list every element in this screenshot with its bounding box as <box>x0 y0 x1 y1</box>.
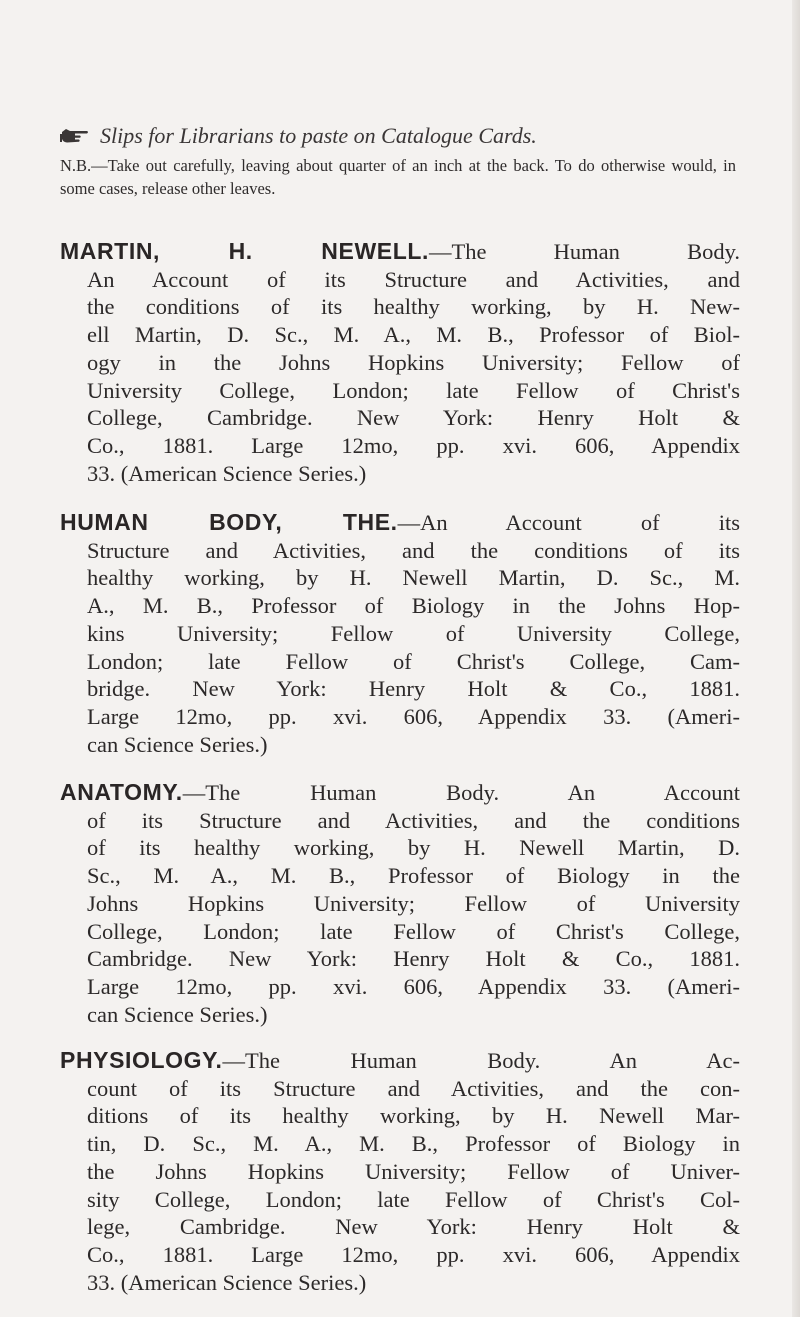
entry-heading: HUMAN BODY, THE. <box>60 509 398 535</box>
entry-line: the Johns Hopkins University; Fellow of Univer- <box>87 1158 740 1184</box>
entry-line: Cambridge. New York: Henry Holt & Co., 1881. <box>87 946 740 972</box>
catalogue-entry-martin <box>60 238 740 487</box>
entry-heading: PHYSIOLOGY. <box>60 1047 223 1073</box>
entry-heading: MARTIN, H. NEWELL. <box>60 238 429 264</box>
entry-line: Large 12mo, pp. xvi. 606, Appendix 33. (Ameri- <box>87 973 740 999</box>
entry-line: of its healthy working, by H. Newell Martin, D. <box>87 835 740 861</box>
entry-line: count of its Structure and Activities, and the con- <box>87 1075 740 1101</box>
entry-line: Large 12mo, pp. xvi. 606, Appendix 33. (Ameri- <box>87 703 740 729</box>
entry-line: College, London; late Fellow of Christ's College, <box>87 918 740 944</box>
instruction-note: N.B.—Take out carefully, leaving about quarter of an inch at the back. To do otherwise would, in some cases, release other leaves. <box>60 156 736 198</box>
entry-line: ogy in the Johns Hopkins University; Fellow of <box>87 349 740 375</box>
entry-line: 33. (American Science Series.) <box>87 1269 367 1295</box>
entry-line: lege, Cambridge. New York: Henry Holt & <box>87 1214 740 1240</box>
catalogue-entry-physiology <box>60 1047 740 1296</box>
catalogue-entry-anatomy <box>60 779 740 1028</box>
entry-line: London; late Fellow of Christ's College, Cam- <box>87 648 740 674</box>
entry-line: Co., 1881. Large 12mo, pp. xvi. 606, Appendix <box>87 1241 740 1267</box>
entry-line: sity College, London; late Fellow of Christ's Col- <box>87 1186 740 1212</box>
entry-line: University College, London; late Fellow of Christ's <box>87 377 740 403</box>
entry-line: Sc., M. A., M. B., Professor of Biology in the <box>87 863 740 889</box>
entry-heading: ANATOMY. <box>60 779 183 805</box>
entry-line: the conditions of its healthy working, by H. New- <box>87 294 740 320</box>
entry-line: tin, D. Sc., M. A., M. B., Professor of Biology in <box>87 1131 740 1157</box>
entry-line: bridge. New York: Henry Holt & Co., 1881. <box>87 676 740 702</box>
entry-line: —An Account of its <box>397 510 740 535</box>
entry-line: —The Human Body. An Ac- <box>222 1048 740 1073</box>
entry-line: An Account of its Structure and Activities, and <box>87 266 740 292</box>
entry-line: of its Structure and Activities, and the conditions <box>87 807 740 833</box>
entry-line: ell Martin, D. Sc., M. A., M. B., Professor of Biol- <box>87 322 740 348</box>
entry-line: —The Human Body. <box>429 239 740 264</box>
entry-line: can Science Series.) <box>87 1001 268 1027</box>
entry-line: A., M. B., Professor of Biology in the Johns Hop- <box>87 593 740 619</box>
page-edge <box>792 0 800 1317</box>
slips-header <box>60 123 750 152</box>
header-title: Slips for Librarians to paste on Catalogue Cards. <box>100 123 537 148</box>
entry-line: —The Human Body. An Account <box>182 780 740 805</box>
entry-line: Co., 1881. Large 12mo, pp. xvi. 606, Appendix <box>87 432 740 458</box>
entry-line: 33. (American Science Series.) <box>87 460 367 486</box>
entry-line: College, Cambridge. New York: Henry Holt & <box>87 405 740 431</box>
entry-line: ditions of its healthy working, by H. Newell Mar- <box>87 1103 740 1129</box>
catalogue-entry-human-body <box>60 509 740 758</box>
entry-line: can Science Series.) <box>87 731 268 757</box>
entry-line: healthy working, by H. Newell Martin, D. Sc., M. <box>87 565 740 591</box>
entry-line: kins University; Fellow of University College, <box>87 620 740 646</box>
entry-line: Johns Hopkins University; Fellow of University <box>87 890 740 916</box>
pointing-hand-icon <box>60 126 90 152</box>
entry-line: Structure and Activities, and the conditions of its <box>87 537 740 563</box>
